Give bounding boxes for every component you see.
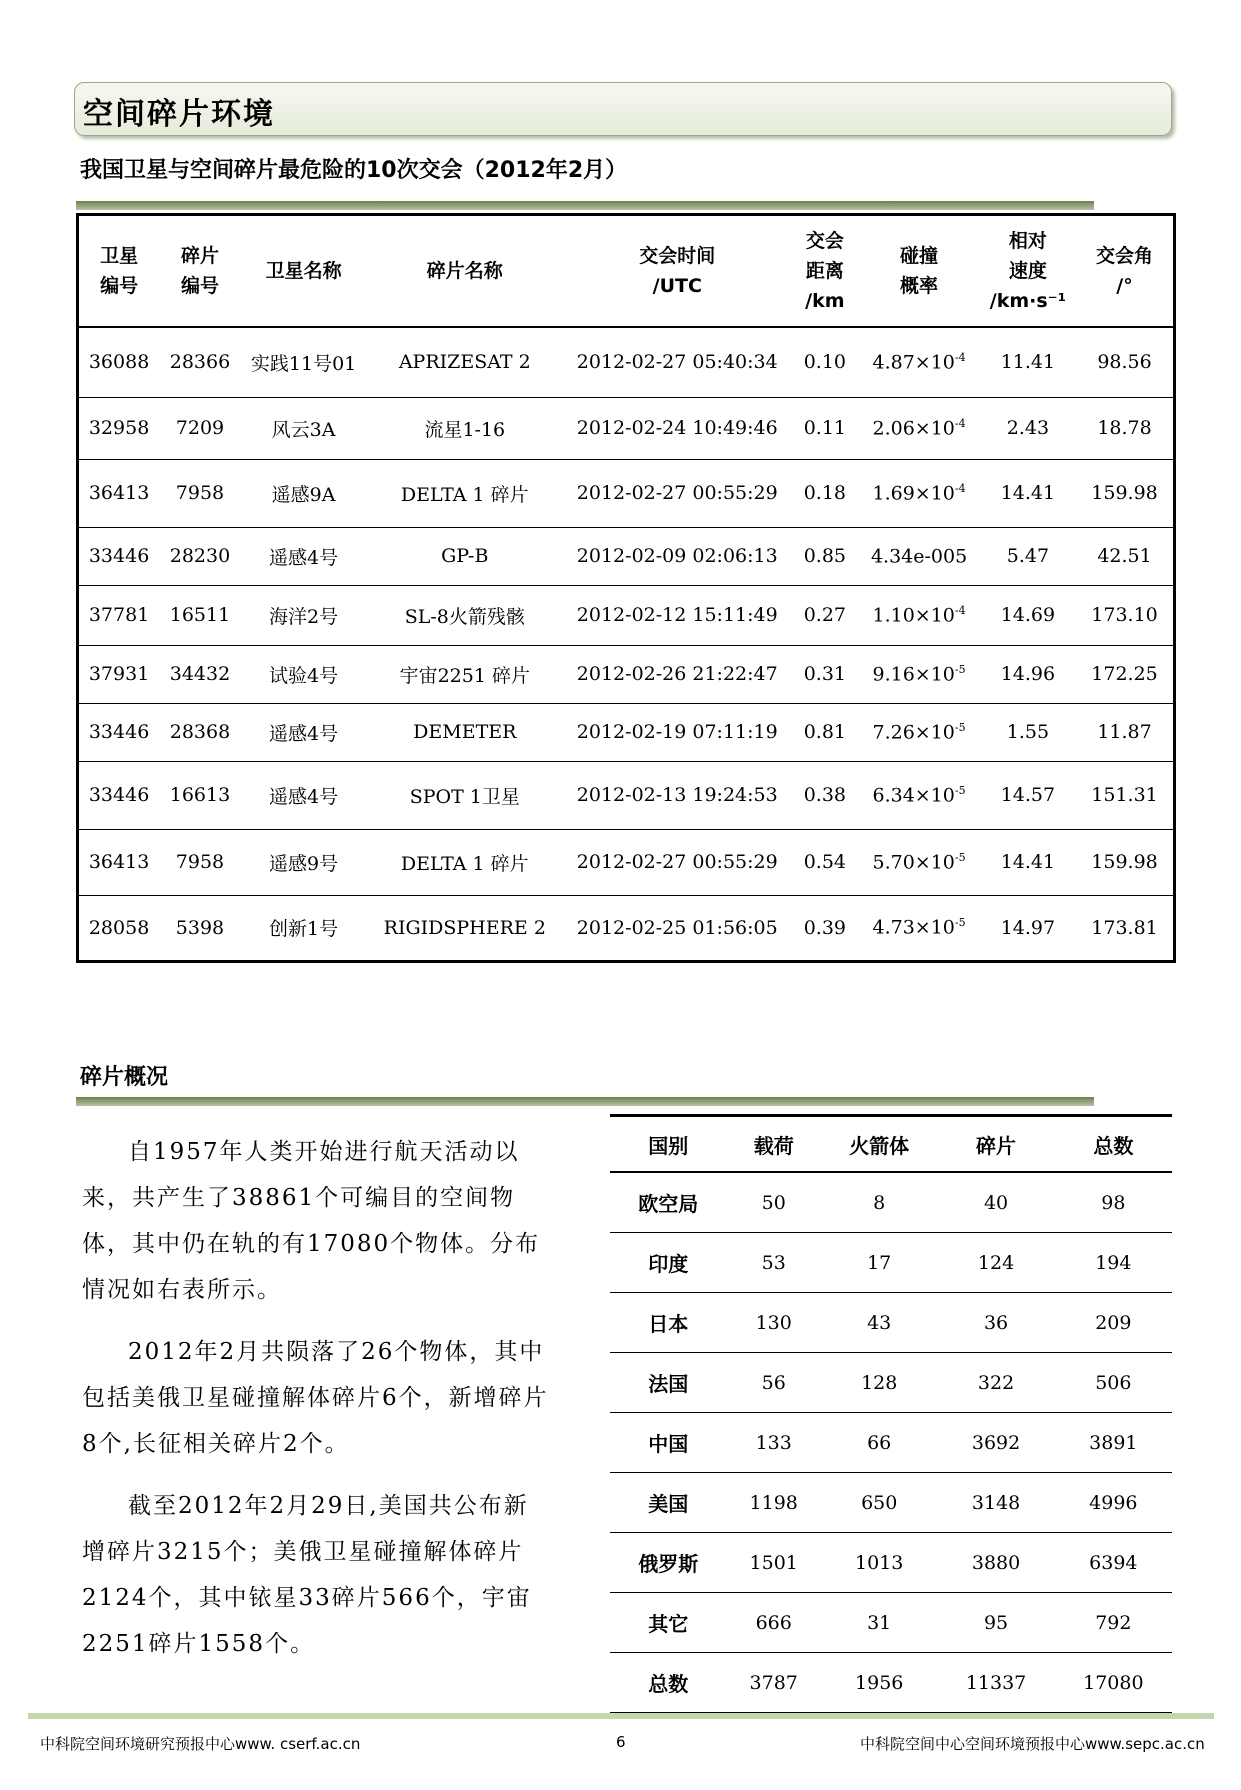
cell-sat_no: 36413	[78, 829, 160, 895]
country-value: 3880	[937, 1533, 1054, 1593]
cell-angle: 98.56	[1076, 327, 1174, 397]
table-row	[78, 761, 1175, 829]
cell-time: 2012-02-19 07:11:19	[563, 703, 791, 761]
cell-deb_no: 34432	[159, 645, 241, 703]
cell-sat_no: 37931	[78, 645, 160, 703]
prob-mantissa: 6.34×10	[872, 784, 955, 807]
table-row	[78, 895, 1175, 961]
conj-header-0: 卫星 编号	[78, 215, 160, 328]
cell-dist: 0.11	[791, 397, 858, 459]
cell-vel: 5.47	[980, 527, 1076, 585]
country-value: 40	[937, 1172, 1054, 1233]
country-value: 128	[821, 1353, 937, 1413]
country-value: 1956	[855, 1671, 904, 1694]
cell-time: 2012-02-27 00:55:29	[563, 459, 791, 527]
cell-vel: 11.41	[980, 327, 1076, 397]
paragraph-1: 自1957年人类开始进行航天活动以来，共产生了38861个可编目的空间物体，其中仍在轨的有17080个物体。分布情况如右表所示。	[82, 1139, 541, 1303]
country-value: 1198	[726, 1473, 821, 1533]
cell-sat_name: 遥感4号	[241, 527, 367, 585]
cell-time: 2012-02-12 15:11:49	[563, 585, 791, 645]
country-value: 650	[821, 1473, 937, 1533]
table-row	[78, 327, 1175, 397]
cell-deb_name: DELTA 1 碎片	[366, 459, 563, 527]
cell-dist: 0.81	[791, 703, 858, 761]
cell-dist: 0.38	[791, 761, 858, 829]
table-row	[78, 585, 1175, 645]
prob-mantissa: 4.87×10	[872, 351, 955, 374]
cell-dist: 0.27	[791, 585, 858, 645]
section-header	[74, 82, 1172, 136]
cell-vel: 14.57	[980, 761, 1076, 829]
country-value: 209	[1055, 1293, 1172, 1353]
country-name: 欧空局	[610, 1172, 726, 1233]
country-value: 3148	[937, 1473, 1054, 1533]
title-underline	[76, 201, 1094, 210]
cell-prob	[858, 703, 979, 761]
cell-deb_no: 28366	[159, 327, 241, 397]
table-row	[78, 397, 1175, 459]
cell-deb_no: 28368	[159, 703, 241, 761]
prob-mantissa: 7.26×10	[872, 721, 955, 744]
cell-sat_name: 遥感9A	[241, 459, 367, 527]
table-row	[78, 459, 1175, 527]
cell-deb_no: 16511	[159, 585, 241, 645]
paragraph-3: 截至2012年2月29日,美国共公布新增碎片3215个；美俄卫星碰撞解体碎片2124个，其中铱星33碎片566个，宇宙2251碎片1558个。	[82, 1493, 532, 1657]
cell-angle: 18.78	[1076, 397, 1174, 459]
cell-angle: 173.81	[1091, 916, 1158, 939]
cell-sat_name: 遥感4号	[241, 703, 367, 761]
cell-deb_name: 宇宙2251 碎片	[366, 645, 563, 703]
cell-deb_name: SL-8火箭残骸	[366, 585, 563, 645]
footer-rule	[28, 1713, 1214, 1719]
debris-section-title: 碎片概况	[80, 1065, 169, 1090]
table-row	[610, 1172, 1172, 1233]
cell-time: 2012-02-26 21:22:47	[563, 645, 791, 703]
conj-header-6: 碰撞 概率	[858, 215, 979, 328]
page-number: 6	[616, 1733, 626, 1751]
table-row	[610, 1413, 1172, 1473]
cell-vel: 2.43	[980, 397, 1076, 459]
country-name: 俄罗斯	[610, 1533, 726, 1593]
prob-exponent: -5	[954, 783, 966, 797]
table-row	[610, 1653, 1172, 1714]
cell-dist: 0.10	[791, 327, 858, 397]
country-name: 总数	[648, 1672, 689, 1696]
cell-dist: 0.85	[791, 527, 858, 585]
cell-sat_name: 遥感4号	[241, 761, 367, 829]
cell-deb_name: 流星1-16	[366, 397, 563, 459]
cell-time: 2012-02-25 01:56:05	[576, 916, 778, 939]
cell-vel: 14.41	[980, 459, 1076, 527]
paragraph-2: 2012年2月共陨落了26个物体，其中包括美俄卫星碰撞解体碎片6个，新增碎片8个,长征相关碎片2个。	[82, 1339, 549, 1457]
cell-prob	[858, 895, 979, 961]
cell-deb_no: 7958	[159, 459, 241, 527]
prob-exponent: -4	[954, 603, 966, 617]
table-row	[78, 527, 1175, 585]
cell-sat_no: 28058	[88, 916, 150, 939]
cell-deb_no: 7958	[159, 829, 241, 895]
cell-deb_name: APRIZESAT 2	[366, 327, 563, 397]
country-value: 506	[1055, 1353, 1172, 1413]
cell-angle: 42.51	[1076, 527, 1174, 585]
country-name: 其它	[610, 1593, 726, 1653]
country-value: 66	[821, 1413, 937, 1473]
cell-sat_no: 36088	[78, 327, 160, 397]
cell-sat_no: 33446	[78, 703, 160, 761]
cell-prob	[858, 327, 979, 397]
country-value: 98	[1055, 1172, 1172, 1233]
country-value: 322	[937, 1353, 1054, 1413]
cell-prob	[858, 829, 979, 895]
cell-sat_no: 36413	[78, 459, 160, 527]
conj-header-5: 交会 距离 /km	[791, 215, 858, 328]
footer-left: 中科院空间环境研究预报中心www. cserf.ac.cn	[40, 1735, 361, 1753]
country-header-2: 火箭体	[821, 1116, 937, 1173]
country-value: 11337	[965, 1671, 1027, 1694]
cell-angle: 159.98	[1076, 829, 1174, 895]
cell-deb_name: DEMETER	[366, 703, 563, 761]
table-row	[610, 1593, 1172, 1653]
cell-vel: 14.96	[980, 645, 1076, 703]
cell-vel: 14.97	[1000, 916, 1056, 939]
table-row	[610, 1353, 1172, 1413]
cell-dist: 0.18	[791, 459, 858, 527]
table-row	[610, 1533, 1172, 1593]
cell-time: 2012-02-09 02:06:13	[563, 527, 791, 585]
cell-sat_no: 32958	[78, 397, 160, 459]
conj-header-1: 碎片 编号	[159, 215, 241, 328]
country-name: 美国	[610, 1473, 726, 1533]
table-row	[610, 1233, 1172, 1293]
country-value: 130	[726, 1293, 821, 1353]
country-value: 1013	[821, 1533, 937, 1593]
table-row	[610, 1293, 1172, 1353]
cell-prob	[858, 397, 979, 459]
prob-mantissa: 1.69×10	[872, 482, 955, 505]
country-value: 36	[937, 1293, 1054, 1353]
cell-sat_no: 33446	[78, 761, 160, 829]
country-value: 194	[1055, 1233, 1172, 1293]
cell-vel: 14.69	[980, 585, 1076, 645]
prob-mantissa: 4.34e-005	[870, 545, 968, 568]
table-row	[78, 703, 1175, 761]
country-value: 792	[1055, 1593, 1172, 1653]
prob-exponent: -5	[954, 916, 966, 930]
country-header-4: 总数	[1055, 1116, 1172, 1173]
cell-deb_no: 7209	[159, 397, 241, 459]
country-value: 6394	[1055, 1533, 1172, 1593]
country-header-3: 碎片	[937, 1116, 1054, 1173]
cell-deb_no: 5398	[175, 916, 225, 939]
country-value: 17	[821, 1233, 937, 1293]
cell-dist: 0.31	[791, 645, 858, 703]
cell-angle: 159.98	[1076, 459, 1174, 527]
cell-angle: 172.25	[1076, 645, 1174, 703]
country-value: 3787	[749, 1671, 798, 1694]
conj-header-7: 相对 速度 /km·s⁻¹	[980, 215, 1076, 328]
cell-deb_name: SPOT 1卫星	[366, 761, 563, 829]
table-row	[78, 829, 1175, 895]
debris-title-underline	[76, 1097, 1094, 1106]
country-value: 8	[821, 1172, 937, 1233]
conjunction-table	[76, 213, 1176, 963]
country-value: 3891	[1055, 1413, 1172, 1473]
cell-vel: 1.55	[980, 703, 1076, 761]
country-header-0: 国别	[610, 1116, 726, 1173]
prob-mantissa: 9.16×10	[872, 663, 955, 686]
cell-sat_name: 海洋2号	[241, 585, 367, 645]
cell-vel: 14.41	[980, 829, 1076, 895]
country-value: 95	[937, 1593, 1054, 1653]
country-name: 中国	[610, 1413, 726, 1473]
cell-time: 2012-02-13 19:24:53	[563, 761, 791, 829]
country-value: 43	[821, 1293, 937, 1353]
prob-exponent: -4	[954, 481, 966, 495]
cell-prob	[858, 585, 979, 645]
cell-deb_no: 28230	[159, 527, 241, 585]
country-name: 印度	[610, 1233, 726, 1293]
country-value: 666	[726, 1593, 821, 1653]
prob-exponent: -4	[954, 416, 966, 430]
cell-sat_no: 33446	[78, 527, 160, 585]
cell-angle: 11.87	[1076, 703, 1174, 761]
cell-sat_name: 实践11号01	[241, 327, 367, 397]
cell-dist: 0.39	[803, 916, 846, 939]
prob-exponent: -4	[954, 351, 966, 365]
footer-right: 中科院空间中心空间环境预报中心www.sepc.ac.cn	[860, 1735, 1205, 1753]
country-value: 3692	[937, 1413, 1054, 1473]
country-distribution-table	[610, 1114, 1172, 1715]
cell-prob	[858, 761, 979, 829]
prob-mantissa: 2.06×10	[872, 417, 955, 440]
conj-header-8: 交会角 /°	[1076, 215, 1174, 328]
cell-dist: 0.54	[791, 829, 858, 895]
prob-exponent: -5	[954, 850, 966, 864]
country-value: 56	[726, 1353, 821, 1413]
cell-prob	[858, 645, 979, 703]
cell-time: 2012-02-24 10:49:46	[563, 397, 791, 459]
country-value: 4996	[1055, 1473, 1172, 1533]
prob-exponent: -5	[954, 720, 966, 734]
country-value: 50	[726, 1172, 821, 1233]
prob-mantissa: 4.73×10	[872, 916, 955, 939]
cell-sat_name: 试验4号	[241, 645, 367, 703]
conj-header-3: 碎片名称	[366, 215, 563, 328]
prob-mantissa: 5.70×10	[872, 851, 955, 874]
cell-sat_name: 遥感9号	[241, 829, 367, 895]
country-name: 法国	[610, 1353, 726, 1413]
prob-exponent: -5	[954, 662, 966, 676]
country-value: 133	[726, 1413, 821, 1473]
cell-time: 2012-02-27 00:55:29	[563, 829, 791, 895]
country-value: 17080	[1083, 1671, 1144, 1694]
cell-deb_no: 16613	[159, 761, 241, 829]
cell-prob	[858, 527, 979, 585]
cell-deb_name: DELTA 1 碎片	[366, 829, 563, 895]
cell-sat_no: 37781	[78, 585, 160, 645]
country-value: 1501	[726, 1533, 821, 1593]
cell-sat_name: 创新1号	[269, 918, 339, 940]
cell-time: 2012-02-27 05:40:34	[563, 327, 791, 397]
country-value: 53	[726, 1233, 821, 1293]
cell-prob	[858, 459, 979, 527]
cell-deb_name: GP-B	[366, 527, 563, 585]
prob-mantissa: 1.10×10	[872, 604, 955, 627]
conj-header-4: 交会时间 /UTC	[563, 215, 791, 328]
country-value: 31	[821, 1593, 937, 1653]
cell-angle: 151.31	[1076, 761, 1174, 829]
section-title: 空间碎片环境	[83, 97, 275, 132]
conjunction-table-title: 我国卫星与空间碎片最危险的10次交会（2012年2月）	[80, 158, 628, 183]
country-name: 日本	[610, 1293, 726, 1353]
conj-header-2: 卫星名称	[241, 215, 367, 328]
table-row	[610, 1473, 1172, 1533]
country-header-1: 载荷	[726, 1116, 821, 1173]
cell-deb_name: RIGIDSPHERE 2	[383, 916, 546, 939]
cell-sat_name: 风云3A	[241, 397, 367, 459]
table-row	[78, 645, 1175, 703]
cell-angle: 173.10	[1076, 585, 1174, 645]
country-value: 124	[937, 1233, 1054, 1293]
